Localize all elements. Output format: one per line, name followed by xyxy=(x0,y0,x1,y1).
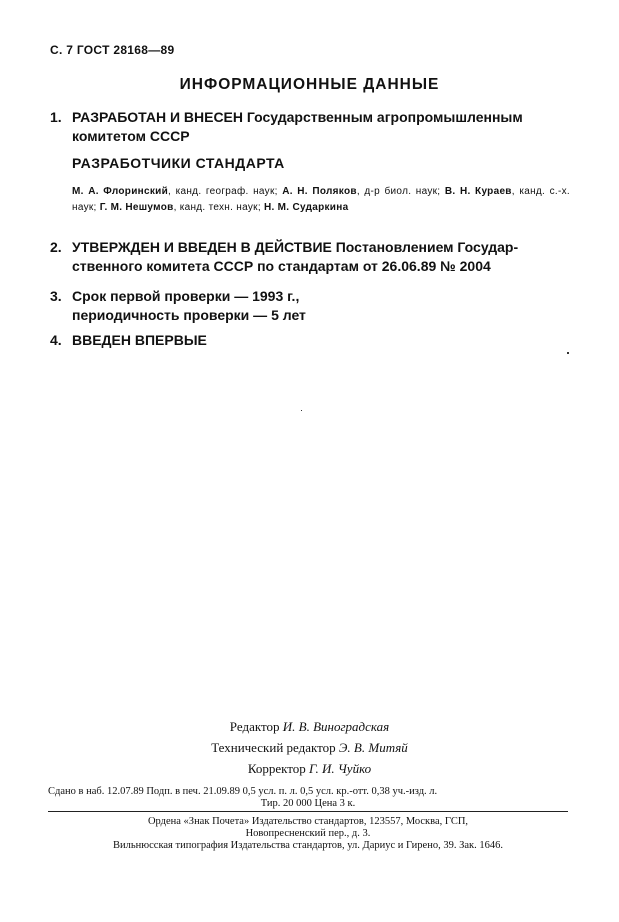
credit-name: И. В. Виноградская xyxy=(282,719,390,734)
developer-title: , канд. с.-х. наук; xyxy=(72,186,570,213)
imprint-line-2: Тир. 20 000 Цена 3 к. xyxy=(260,798,356,809)
item-text-line: периодичность проверки — 5 лет xyxy=(72,307,306,323)
item-text-line: РАЗРАБОТАН И ВНЕСЕН Государственным агропромышленным xyxy=(72,109,523,125)
page-title: ИНФОРМАЦИОННЫЕ ДАННЫЕ xyxy=(179,76,440,93)
print-speck xyxy=(567,352,569,354)
developer-name: В. Н. Кураев xyxy=(444,186,512,197)
credit-line xyxy=(0,758,619,779)
credit-line xyxy=(0,737,619,758)
developer-name: М. А. Флоринский xyxy=(72,186,169,197)
item-number: 4. xyxy=(50,332,62,348)
developer-name: Н. М. Сударкина xyxy=(263,202,349,213)
credits-block xyxy=(0,716,619,779)
credit-role: Редактор xyxy=(229,719,283,734)
credit-name: Г. И. Чуйко xyxy=(309,761,372,776)
imprint-line-1: Сдано в наб. 12.07.89 Подп. в печ. 21.09.89 0,5 усл. п. л. 0,5 усл. кр.-отт. 0,38 уч.-изд. л. xyxy=(48,786,438,797)
info-item-2 xyxy=(50,238,580,276)
imprint-line-5: Вильнюсская типография Издательства стандартов, ул. Дариус и Гирено, 39. Зак. 1646. xyxy=(113,840,503,851)
print-speck xyxy=(301,410,302,411)
info-item-4 xyxy=(50,331,580,350)
item-text-line: ственного комитета СССР по стандартам от 26.06.89 № 2004 xyxy=(72,258,491,274)
item-text-line: Срок первой проверки — 1993 г., xyxy=(72,288,300,304)
developers-list xyxy=(72,184,570,216)
item-text-line: комитетом СССР xyxy=(72,128,190,144)
imprint-line-4: Новопресненский пер., д. 3. xyxy=(245,828,371,839)
developers-heading: РАЗРАБОТЧИКИ СТАНДАРТА xyxy=(72,155,285,171)
developer-name: А. Н. Поляков xyxy=(282,186,357,197)
credit-role: Корректор xyxy=(247,761,310,776)
developer-title: , канд. техн. наук; xyxy=(173,202,264,213)
item-text-line: ВВЕДЕН ВПЕРВЫЕ xyxy=(72,332,207,348)
developer-title: , канд. географ. наук; xyxy=(168,186,283,197)
info-item-3 xyxy=(50,287,580,325)
divider xyxy=(48,811,568,812)
item-text-line: УТВЕРЖДЕН И ВВЕДЕН В ДЕЙСТВИЕ Постановлением Государ- xyxy=(72,239,519,255)
imprint-line-3: Ордена «Знак Почета» Издательство стандартов, 123557, Москва, ГСП, xyxy=(147,816,469,827)
item-number: 3. xyxy=(50,288,62,304)
developer-title: , д-р биол. наук; xyxy=(356,186,445,197)
credit-line xyxy=(0,716,619,737)
info-item-1 xyxy=(50,108,580,146)
item-number: 1. xyxy=(50,109,62,125)
credit-name: Э. В. Митяй xyxy=(338,740,408,755)
developer-name: Г. М. Нешумов xyxy=(99,202,174,213)
credit-role: Технический редактор xyxy=(211,740,339,755)
page-header: С. 7 ГОСТ 28168—89 xyxy=(50,43,175,57)
item-number: 2. xyxy=(50,239,62,255)
